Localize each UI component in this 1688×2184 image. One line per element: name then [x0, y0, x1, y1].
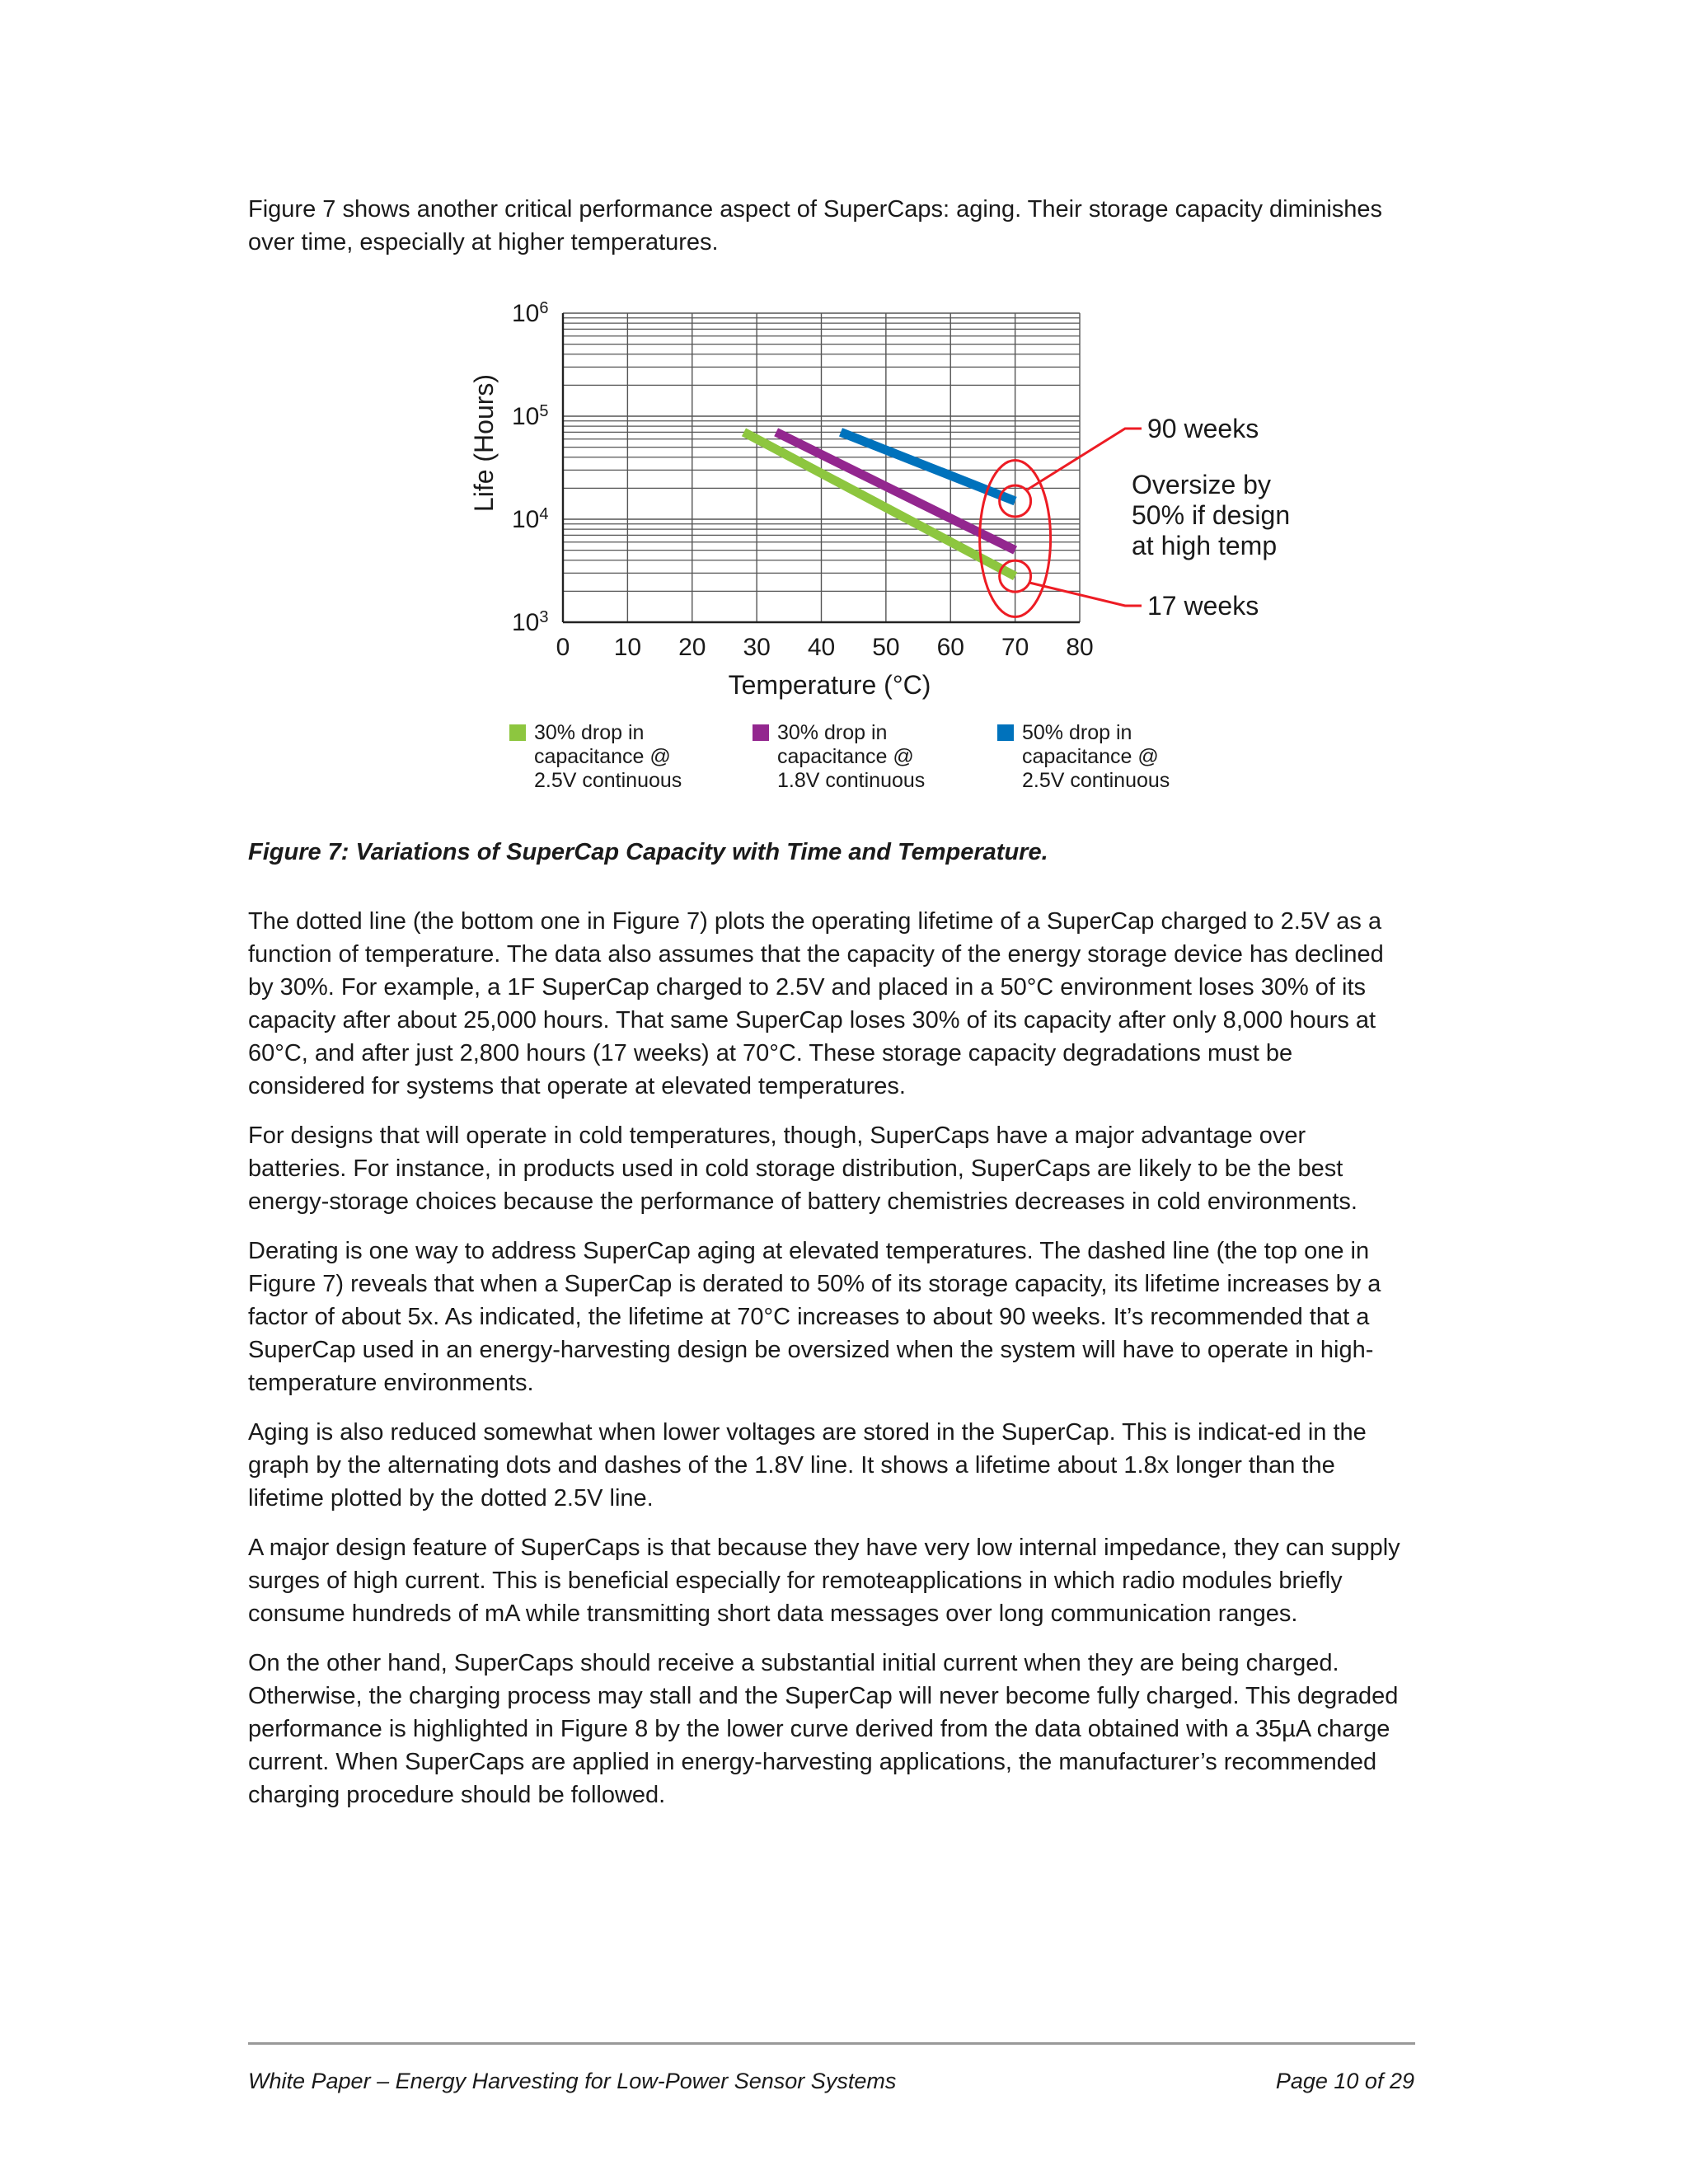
paragraph: Derating is one way to address SuperCap aging at elevated temperatures. The dashed line (the top one in Figure 7) reveals that when a SuperCap is derated to 50% of its storage capacity, its lifetime increases by a factor of about 5x. As indicated, the lifetime at 70°C increases to about 90 weeks. It’s recommended that a SuperCap used in an energy-harvesting design be oversized when the system will have to operate in high-temperature environments.: [248, 1238, 1381, 1396]
intro-paragraph: Figure 7 shows another critical performance aspect of SuperCaps: aging. Their storage capacity diminishes over time, especially at higher temperatures.: [248, 196, 1383, 255]
paragraph: For designs that will operate in cold temperatures, though, SuperCaps have a major advantage over batteries. For instance, in products used in cold storage distribution, SuperCaps are likely to be the best energy-storage choices because the performance of battery chemistries decreases in cold environments.: [248, 1122, 1357, 1215]
legend-line: 2.5V continuous: [1022, 769, 1170, 792]
legend-line: 2.5V continuous: [534, 769, 682, 792]
annotation-label: Oversize by: [1132, 470, 1271, 499]
y-tick-label: $10^4$: [512, 505, 549, 533]
footer-title: White Paper – Energy Harvesting for Low-Power Sensor Systems: [248, 2069, 897, 2093]
y-tick-label: $10^5$: [512, 402, 549, 430]
legend-line: 30% drop in: [777, 721, 888, 744]
y-tick-label: $10^6$: [512, 299, 549, 327]
figure-caption: Figure 7: Variations of SuperCap Capacity with Time and Temperature.: [248, 839, 1048, 865]
legend-swatch: [509, 724, 526, 741]
legend-line: capacitance @: [1022, 745, 1159, 768]
legend-line: 1.8V continuous: [777, 769, 926, 792]
paragraph: A major design feature of SuperCaps is that because they have very low internal impedance, they can supply surges of high current. This is beneficial especially for remoteapplications in which radio modules briefly consume hundreds of mA while transmitting short data messages over long communication ranges.: [248, 1535, 1400, 1627]
annotation-label: at high temp: [1132, 531, 1278, 560]
paragraph: On the other hand, SuperCaps should receive a substantial initial current when they are being charged. Otherwise, the charging process may stall and the SuperCap will never become fully charged. This degraded performance is highlighted in Figure 8 by the lower curve derived from the data obtained with a 35µA charge current. When SuperCaps are applied in energy-harvesting applications, the manufacturer’s recommended charging procedure should be followed.: [248, 1650, 1399, 1808]
chart-grid: [563, 313, 1080, 622]
series-line: [743, 432, 1015, 576]
legend-line: 50% drop in: [1022, 721, 1132, 744]
y-tick-label: $10^3$: [512, 608, 549, 636]
x-tick-label: 10: [613, 634, 642, 661]
x-axis-label: Temperature (°C): [728, 670, 931, 700]
legend-swatch: [753, 724, 769, 741]
series-line: [841, 432, 1015, 501]
y-axis-label: Life (Hours): [469, 373, 499, 513]
page-number: Page 10 of 29: [1275, 2069, 1414, 2093]
legend-line: 30% drop in: [534, 721, 645, 744]
x-tick-label: 20: [678, 634, 706, 661]
chart-series: [743, 432, 1015, 576]
x-tick-label: 80: [1066, 634, 1094, 661]
annotation-leader: [1028, 429, 1142, 490]
x-tick-label: 0: [556, 634, 570, 661]
x-tick-label: 30: [743, 634, 771, 661]
annotation-label: 17 weeks: [1147, 591, 1259, 621]
x-tick-label: 40: [807, 634, 836, 661]
paragraph: Aging is also reduced somewhat when lower voltages are stored in the SuperCap. This is indicat-ed in the graph by the alternating dots and dashes of the 1.8V line. It shows a lifetime about 1.8x longer than the lifetime plotted by the dotted 2.5V line.: [248, 1419, 1367, 1511]
footer-divider: [248, 2042, 1415, 2045]
chart-annotations: [980, 414, 1291, 621]
body-text: [248, 905, 1410, 1828]
annotation-label: 90 weeks: [1147, 414, 1259, 443]
paragraph: The dotted line (the bottom one in Figure 7) plots the operating lifetime of a SuperCap charged to 2.5V as a function of temperature. The data also assumes that the capacity of the energy storage device has declined by 30%. For example, a 1F SuperCap charged to 2.5V and placed in a 50°C environment loses 30% of its capacity after about 25,000 hours. That same SuperCap loses 30% of its capacity after only 8,000 hours at 60°C, and after just 2,800 hours (17 weeks) at 70°C. These storage capacity degradations must be considered for systems that operate at elevated temperatures.: [248, 908, 1384, 1099]
legend-line: capacitance @: [534, 745, 671, 768]
x-tick-label: 50: [872, 634, 900, 661]
legend-line: capacitance @: [777, 745, 914, 768]
x-tick-label: 60: [936, 634, 964, 661]
legend-swatch: [997, 724, 1014, 741]
annotation-label: 50% if design: [1132, 500, 1291, 530]
annotation-leader: [1030, 583, 1142, 606]
aging-chart: [445, 293, 1352, 713]
x-tick-label: 70: [1001, 634, 1029, 661]
